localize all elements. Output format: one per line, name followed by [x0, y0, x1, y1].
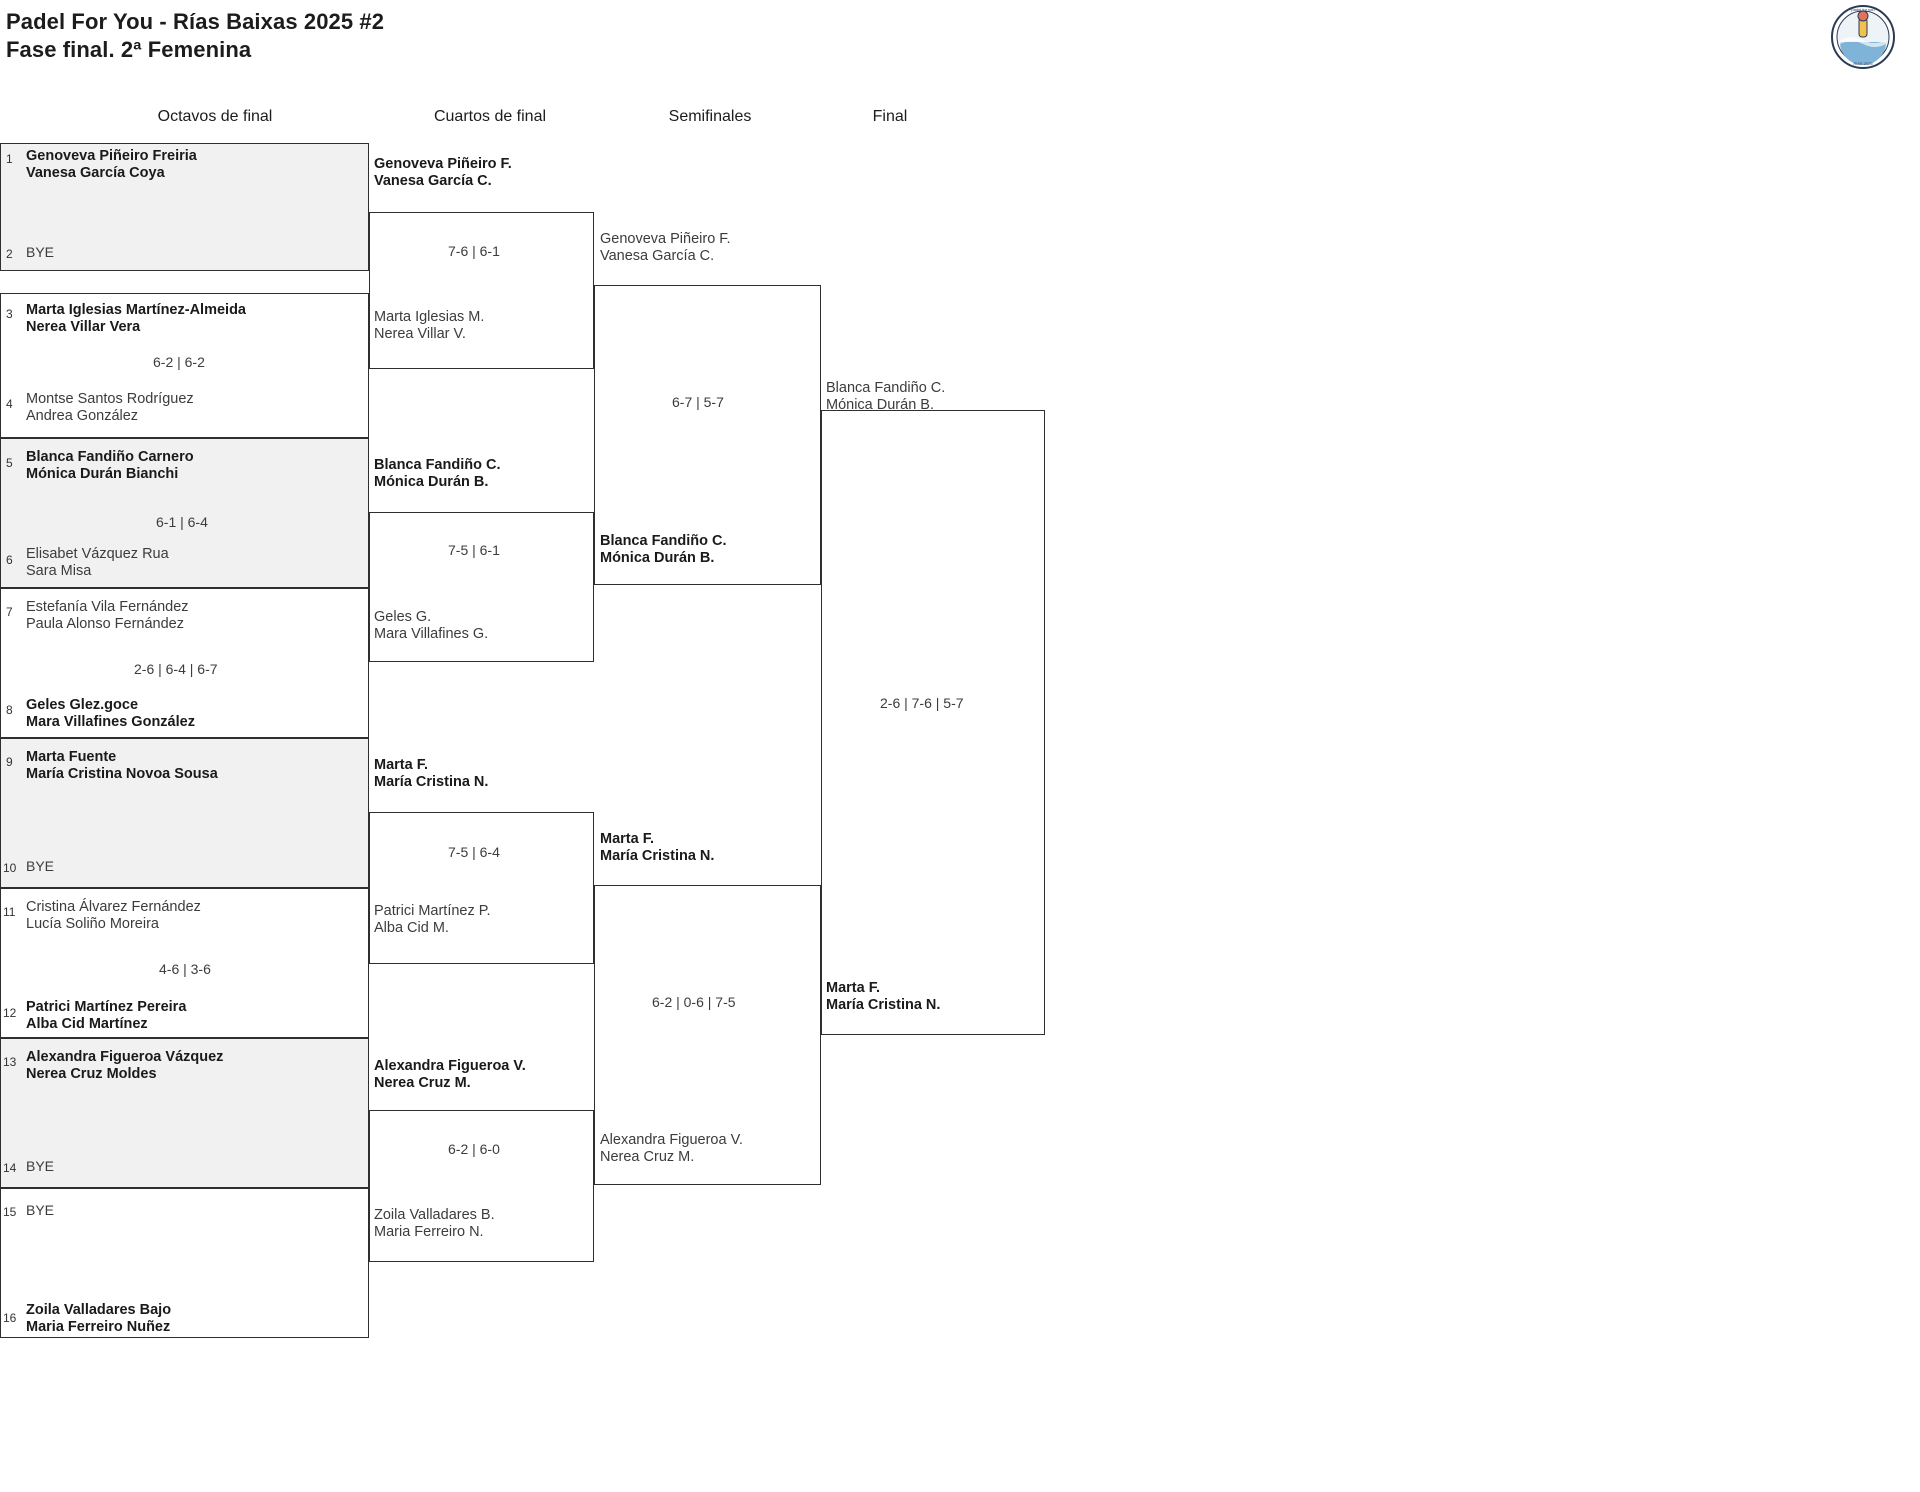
final-match[interactable] [821, 410, 1045, 1035]
team-line-1: Blanca Fandiño Carnero [26, 449, 194, 465]
team-line-1: Elisabet Vázquez Rua [26, 546, 169, 562]
team-line-2: Mara Villafines G. [374, 626, 489, 643]
round-header-final: Final [872, 108, 908, 125]
qf-team-1 [374, 156, 512, 190]
team-line-2: Nerea Cruz Moldes [26, 1066, 157, 1083]
qf-team-6 [374, 903, 491, 937]
team-line-2: Vanesa García Coya [26, 165, 165, 182]
r16-team-12 [26, 999, 186, 1033]
tournament-title-line1: Padel For You - Rías Baixas 2025 #2 [6, 9, 385, 34]
r16-team-13 [26, 1049, 223, 1083]
team-line-1: Alexandra Figueroa V. [374, 1058, 526, 1074]
r16-team-1 [26, 148, 197, 182]
team-line-1: Marta F. [600, 831, 654, 847]
team-line-2: Alba Cid M. [374, 920, 449, 937]
team-line-2: Mónica Durán B. [600, 550, 715, 567]
team-line-2: Mónica Durán B. [374, 474, 489, 491]
svg-text:RIAS 2025: RIAS 2025 [1853, 61, 1873, 66]
r16-team-14-bye: BYE [26, 1158, 55, 1174]
qf-team-2 [374, 309, 484, 343]
r16-team-15-bye: BYE [26, 1202, 55, 1218]
team-line-1: Geles Glez.goce [26, 697, 139, 713]
r16-match-6[interactable] [0, 888, 369, 1038]
seed-number: 6 [6, 553, 13, 567]
sf-score-2: 6-2 | 0-6 | 7-5 [652, 994, 736, 1010]
team-line-1: Marta F. [374, 757, 428, 773]
team-line-2: Nerea Villar Vera [26, 319, 141, 336]
round-header-semifinales: Semifinales [668, 108, 752, 125]
r16-match-4[interactable] [0, 588, 369, 738]
seed-number: 2 [6, 247, 13, 261]
team-line-1: Patrici Martínez P. [374, 903, 491, 919]
qf-score-3: 7-5 | 6-4 [448, 844, 500, 860]
r16-match-8[interactable] [0, 1188, 369, 1338]
team-line-1: Zoila Valladares Bajo [26, 1302, 172, 1318]
tournament-title-line2: Fase final. 2ª Femenina [6, 37, 252, 63]
team-line-1: Blanca Fandiño C. [826, 380, 946, 396]
team-line-1: Alexandra Figueroa V. [600, 1132, 743, 1148]
seed-number: 9 [6, 755, 13, 769]
team-line-1: Blanca Fandiño C. [600, 533, 727, 549]
sf-score-1: 6-7 | 5-7 [672, 394, 724, 410]
seed-number: 10 [3, 861, 17, 875]
team-line-1: Genoveva Piñeiro F. [600, 231, 731, 247]
qf-team-5 [374, 757, 488, 791]
r16-score-2: 6-1 | 6-4 [156, 514, 208, 530]
team-line-1: Marta Iglesias Martínez-Almeida [26, 302, 246, 318]
team-line-1: Genoveva Piñeiro Freiria [26, 148, 197, 164]
seed-number: 14 [3, 1161, 17, 1175]
team-line-2: Mónica Durán Bianchi [26, 466, 179, 483]
seed-number: 1 [6, 152, 13, 166]
qf-team-7 [374, 1058, 526, 1092]
seed-number: 3 [6, 307, 13, 321]
team-line-2: Vanesa García C. [600, 248, 715, 265]
team-line-2: Maria Ferreiro Nuñez [26, 1319, 171, 1336]
team-line-2: Nerea Cruz M. [374, 1075, 471, 1092]
team-line-2: Mónica Durán B. [826, 397, 934, 414]
qf-team-8 [374, 1207, 495, 1241]
r16-score-3: 2-6 | 6-4 | 6-7 [134, 661, 218, 677]
r16-team-5 [26, 449, 194, 483]
team-line-2: Vanesa García C. [374, 173, 492, 190]
r16-team-6 [26, 546, 169, 580]
team-line-1: Zoila Valladares B. [374, 1207, 495, 1223]
team-line-1: Marta F. [826, 980, 880, 996]
r16-match-5[interactable] [0, 738, 369, 888]
seed-number: 16 [3, 1311, 17, 1325]
team-line-1: Blanca Fandiño C. [374, 457, 501, 473]
round-header-octavos: Octavos de final [157, 108, 273, 125]
team-line-1: Geles G. [374, 609, 432, 625]
team-line-2: Nerea Cruz M. [600, 1149, 695, 1166]
final-score: 2-6 | 7-6 | 5-7 [880, 695, 964, 711]
qf-match-3[interactable] [369, 812, 594, 964]
team-line-2: María Cristina N. [374, 774, 489, 791]
r16-team-10-bye: BYE [26, 858, 55, 874]
team-line-1: Alexandra Figueroa Vázquez [26, 1049, 224, 1065]
r16-team-11 [26, 899, 201, 933]
team-line-2: Maria Ferreiro N. [374, 1224, 484, 1241]
r16-team-8 [26, 697, 195, 731]
team-line-1: Cristina Álvarez Fernández [26, 899, 201, 915]
r16-team-7 [26, 599, 189, 633]
r16-match-2[interactable] [0, 293, 369, 438]
team-line-1: Montse Santos Rodríguez [26, 391, 194, 407]
team-line-2: María Cristina N. [826, 997, 941, 1014]
sf-team-1 [600, 231, 731, 265]
qf-team-3 [374, 457, 501, 491]
team-line-2: Lucía Soliño Moreira [26, 916, 159, 933]
team-line-2: Paula Alonso Fernández [26, 616, 184, 633]
seed-number: 4 [6, 397, 13, 411]
seed-number: 15 [3, 1205, 17, 1219]
qf-score-2: 7-5 | 6-1 [448, 542, 500, 558]
seed-number: 8 [6, 703, 13, 717]
r16-team-16 [26, 1302, 171, 1336]
team-line-2: María Cristina N. [600, 848, 715, 865]
seed-number: 13 [3, 1055, 17, 1069]
r16-match-1[interactable] [0, 143, 369, 271]
r16-team-4 [26, 391, 194, 425]
team-line-2: María Cristina Novoa Sousa [26, 766, 218, 783]
team-line-1: Estefanía Vila Fernández [26, 599, 189, 615]
team-line-1: Marta Iglesias M. [374, 309, 485, 325]
team-line-1: Genoveva Piñeiro F. [374, 156, 512, 172]
r16-score-4: 4-6 | 3-6 [159, 961, 211, 977]
r16-match-7[interactable] [0, 1038, 369, 1188]
seed-number: 5 [6, 456, 13, 470]
qf-team-4 [374, 609, 488, 643]
seed-number: 7 [6, 605, 13, 619]
qf-score-1: 7-6 | 6-1 [448, 243, 500, 259]
final-team-1 [826, 380, 945, 414]
r16-score-1: 6-2 | 6-2 [153, 354, 205, 370]
final-team-2 [826, 980, 940, 1014]
sf-team-2 [600, 533, 727, 567]
r16-team-3 [26, 302, 246, 336]
team-line-2: Nerea Villar V. [374, 326, 466, 343]
qf-match-1[interactable] [369, 212, 594, 369]
r16-team-2-bye: BYE [26, 244, 55, 260]
team-line-1: Patrici Martínez Pereira [26, 999, 187, 1015]
seed-number: 12 [3, 1006, 17, 1020]
r16-match-3[interactable] [0, 438, 369, 588]
seed-number: 11 [3, 905, 16, 919]
sf-team-3 [600, 831, 714, 865]
round-header-cuartos: Cuartos de final [433, 108, 547, 125]
qf-score-4: 6-2 | 6-0 [448, 1141, 500, 1157]
svg-text:padel for you: padel for you [1851, 7, 1875, 12]
sf-team-4 [600, 1132, 743, 1166]
team-line-2: Mara Villafines González [26, 714, 195, 731]
r16-team-9 [26, 749, 218, 783]
team-line-2: Andrea González [26, 408, 139, 425]
team-line-1: Marta Fuente [26, 749, 117, 765]
team-line-2: Alba Cid Martínez [26, 1016, 148, 1033]
team-line-2: Sara Misa [26, 563, 92, 580]
